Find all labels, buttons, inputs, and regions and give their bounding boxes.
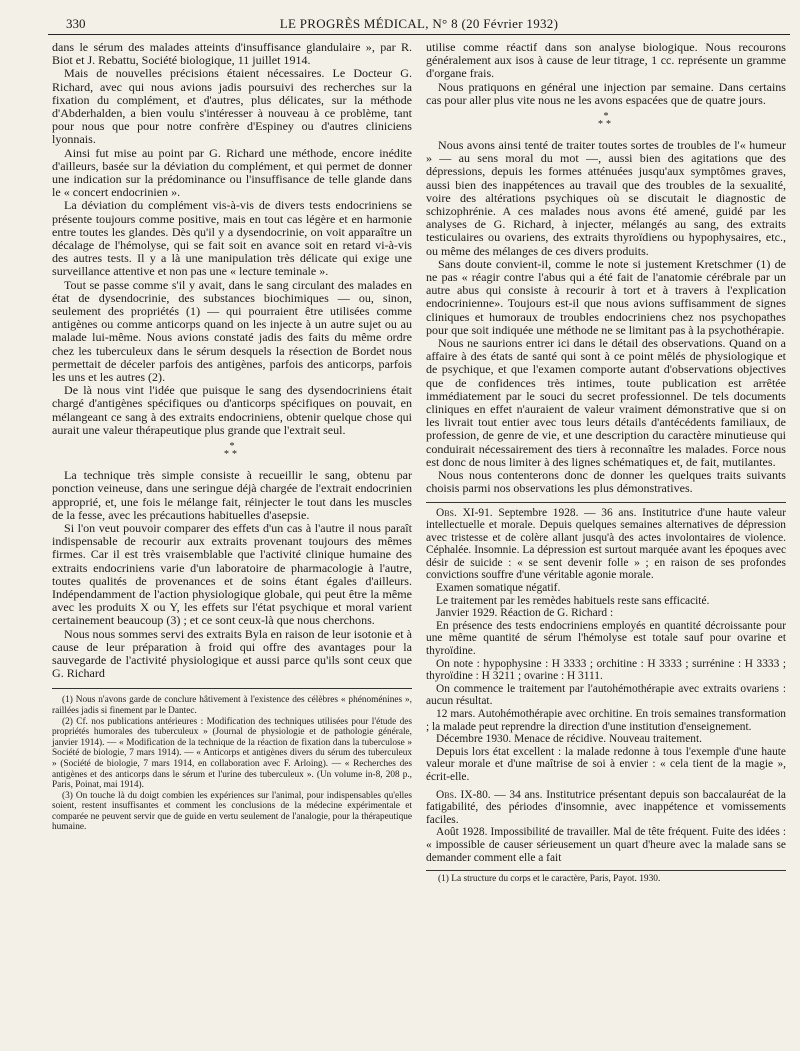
paragraph: Mais de nouvelles précisions étaient nécessaires. Le Docteur G. Richard, avec qui nous avions jadis poursuivi des recherches sur la fixation du complément, et d'autres, plus délicates, sur la méthode d'Abderhalden, a bien voulu s'intéresser à nouveau à ce problème, tant pour nous que pour notre confrère d'Espiney ou d'autres cliniciens lyonnais. [52,66,412,147]
observation-line: Janvier 1929. Réaction de G. Richard : [436,607,614,620]
observation-line: Examen somatique négatif. [436,582,561,595]
paragraph: Ainsi fut mise au point par G. Richard une méthode, encore inédite d'ailleurs, basée sur la déviation du complément, et qui permet de donner une indication sur la prédominance ou l'insuffisance de telle glande dans le « concert endocrinien ». [52,145,412,200]
paragraph: Si l'on veut pouvoir comparer des effets d'un cas à l'autre il nous paraît indispensable de recourir aux extraits provenant toujours des mêmes firmes. Car il est très vraisemblable que l'activité clinique humaine des extraits endocriniens varie d'un laboratoire de pharmacologie à l'autre, toutes qualités de provenances et de soins étant égales d'ailleurs. Indépendamment de l'action physiologique globale, qui peut être la même avec les produits X ou Y, les effets sur l'état psychique et moral varient certainement beaucoup (3) ; et ce sont ceux-là que nous cherchons. [52,520,412,628]
footnote: (1) Nous n'avons garde de conclure hâtivement à l'existence des célèbres « phénoménines », raillées jadis si finement par le Dantec. [52,695,412,716]
divider [426,502,786,503]
paragraph: utilise comme réactif dans son analyse biologique. Nous recourons généralement aux isos à cause de leur titrage, 1 cc. représente un gramme d'organe frais. [426,40,786,81]
left-column [48,41,412,885]
observation-line: Le traitement par les remèdes habituels reste sans efficacité. [436,594,710,607]
paragraph: Tout se passe comme s'il y avait, dans le sang circulant des malades en état de dysendocrinie, des substances biochimiques — ou, sinon, seulement des propriétés (1) — qui pourraient être utilisées comme antigènes ou comme anticorps quand on les injecte à un autre sujet ou au malade lui-même. Nous avions constaté jadis des faits du même ordre chez les tuberculeux dans le sérum desquels la résection de Bordet nous permettait de déceler parfois des antigènes, parfois des anticorps, parfois les uns et les autres (2). [52,277,412,385]
paragraph: Nous nous contenterons donc de donner les quelques traits suivants choisis parmi nos observations les plus démonstratives. [426,468,786,496]
observation-1 [426,507,786,583]
footnote: (3) On touche là du doigt combien les expériences sur l'animal, pour indispensables qu'elles soient, restent insuffisantes et comment les conclusions de la médecine expérimentale et comparée ne peuvent servir que de guide en vertu seulement de l'analogie, pour la thérapeutique humaine. [52,790,412,833]
paragraph: Nous ne saurions entrer ici dans le détail des observations. Quand on a affaire à des états de santé qui sont à ce point mêlés de physiologique et de psychique, et que l'examen comporte autant d'observations objectives que de confidences très intimes, toute publication est arrêtée immédiatement par le souci du secret professionnel. De tels documents cliniques en effet n'auraient de valeur vraiment démonstrative que si on les livrait tout entier avec tous leurs détails d'antécédents familiaux, de profession, de genre de vie, et une description du caractère minutieuse qui conduirait nécessairement des tiers à reconnaître les malades. Force nous est donc de nous limiter à des lignes schématiques et, de fait, mutilantes. [426,336,786,469]
running-header [48,14,790,35]
observations [426,507,786,865]
observation-line: On commence le traitement par l'autohémothérapie avec extraits ovariens : aucun résultat. [426,682,786,708]
observation-text: — 34 ans. Institutrice présentant depuis son baccalauréat de la fatigabilité, des périodes d'insomnie, avec inappétence et vomissements faciles. [426,788,786,826]
observation-text: Septembre 1928. — 36 ans. Institutrice d'une haute valeur intellectuelle et morale. Depuis quelques semaines alternatives de dépression avec tristesse et de colère allant jusqu'à des actes involontaires de violence. Céphalée. Insomnie. La dépression est surtout marquée avant les époques avec désir de suicide : « se sent devenir folle » ; en raison de ses profondes convictions souffre d'une véritable agonie morale. [426,506,786,582]
observation-line: En présence des tests endocriniens employés en quantité décroissante pour une même quantité de sérum l'hémolyse est totale sauf pour ovarine et thyroïdine. [426,619,786,658]
footnote: (2) Cf. nos publications antérieures : Modification des techniques utilisées pour l'étude des propriétés humorales des tuberculeux » (Journal de physiologie et de pathologie générale, janvier 1914). — « Modification de la technique de la réaction de fixation dans la tuberculose » Société de biologie, 7 mars 1914). — « Anticorps et antigènes divers du sérum des tuberculeux » (Société de biologie, 7 mars 1914, en collaboration avec F. Arloing). — « Recherches des antigènes et des anticorps dans le sérum et l'urine des tuberculeux ». (Un volume in-8, 208 p., Paris, Poinat, mai 1914). [52,716,412,791]
observation-label: Obs. IX-80. [436,788,491,801]
journal-title: LE PROGRÈS MÉDICAL, N° 8 (20 Février 1932) [279,16,559,31]
footnotes [52,688,412,833]
page-number: 330 [66,16,86,31]
section-separator-stars: * ** [598,111,614,131]
observation-label: Obs. XI-91. [436,506,493,519]
paragraph: Sans doute convient-il, comme le note si justement Kretschmer (1) de ne pas « réagir contre l'abus qui a été fait de l'anatomie cérébrale par un autre abus qui consiste à recourir à tort et à travers à l'explication endocrinienne». Toujours est-il que nous avions suffisamment de signes cliniques et humoraux de troubles endocriniens chez nos psychopathes pour que soit indiquée une méthode ne se limitant pas à la psychothérapie. [426,256,786,337]
footnote-text: (1) La structure du corps et le caractère, Paris, Payot. 1930. [438,874,661,885]
section-separator-stars: * ** [224,441,240,461]
observation-line: 12 mars. Autohémothérapie avec orchitine. En trois semaines transformation ; la malade peut reprendre la direction d'une institution d'enseignement. [426,708,786,733]
observation-line: On note : hypophysine : H 3333 ; orchitine : H 3333 ; surrénine : H 3333 ; thyroïdine : H 3211 ; ovarine : H 3111. [426,657,786,683]
paragraph: Nous pratiquons en général une injection par semaine. Dans certains cas pour aller plus vite nous ne les avons espacées que de quatre jours. [426,79,786,107]
footnote [426,870,786,885]
paragraph: Nous avons ainsi tenté de traiter toutes sortes de troubles de l'« humeur » — au sens moral du mot —, aussi bien des agitations que des dépressions, depuis les formes atténuées jusqu'aux symptômes graves, aussi bien des inappétences au travail que des troubles de la sexualité, voire des altérations psychiques où se discutait le diagnostic de schizophrénie. A ces malades nous avons été amené, guidé par les analyses de G. Richard, à injecter, mélangés au sang, des extraits testiculaires ou ovariens, des extraits thyroïdiens ou hypophysaires, etc., ou même des mélanges de ces divers produits. [426,138,786,258]
paragraph: Nous nous sommes servi des extraits Byla en raison de leur isotonie et à cause de leur préparation à froid qui offre des avantages pour la sauvegarde de l'activité physiologique et aussi parce qu'ils sont ceux que G. Richard [52,626,412,681]
observation-2 [426,789,786,827]
paragraph: La déviation du complément vis-à-vis de divers tests endocriniens se présente toujours comme positive, mais en tout cas légère et en harmonie entre toutes les glandes. Dès qu'il y a dysendocrinie, on voit apparaître un décalage de l'hémolyse, qui se fait soit en avance soit en retard vi-à-vis des autres tests. Il y a là une manipulation très délicate qui exige une surveillance attentive et non pas une « lecture teminale ». [52,198,412,279]
columns [48,41,790,885]
paragraph: De là nous vint l'idée que puisque le sang des dysendocriniens était chargé d'antigènes spécifiques ou d'anticorps spécifiques on pouvait, en mélangeant ce sang à des extraits endocriniens, obtenir quelque chose qui aurait une valeur thérapeutique plus grande que l'extrait seul. [52,383,412,437]
paragraph: La technique très simple consiste à recueillir le sang, obtenu par ponction veineuse, dans une seringue déjà chargée de l'extrait endocrinien approprié, et, une fois le mélange fait, réinjecter le tout dans les muscles de la fesse, avec les précautions habituelles d'asepsie. [52,468,412,522]
observation-line: Décembre 1930. Menace de récidive. Nouveau traitement. [436,733,702,746]
right-column [426,41,786,885]
paragraph: dans le sérum des malades atteints d'insuffisance glandulaire », par R. Biot et J. Rebattu, Société biologique, 11 juillet 1914. [52,40,412,68]
observation-line: Depuis lors état excellent : la malade redonne à tous l'exemple d'une haute valeur morale et d'une maîtrise de soi à envier : « cela tient de la magie », écrit-elle. [426,745,786,783]
observation-line: Août 1928. Impossibilité de travailler. Mal de tête fréquent. Fuite des idées : « impossible de causer sérieusement un quart d'heure avec la malade sans se demander comment elle a fait [426,826,786,864]
